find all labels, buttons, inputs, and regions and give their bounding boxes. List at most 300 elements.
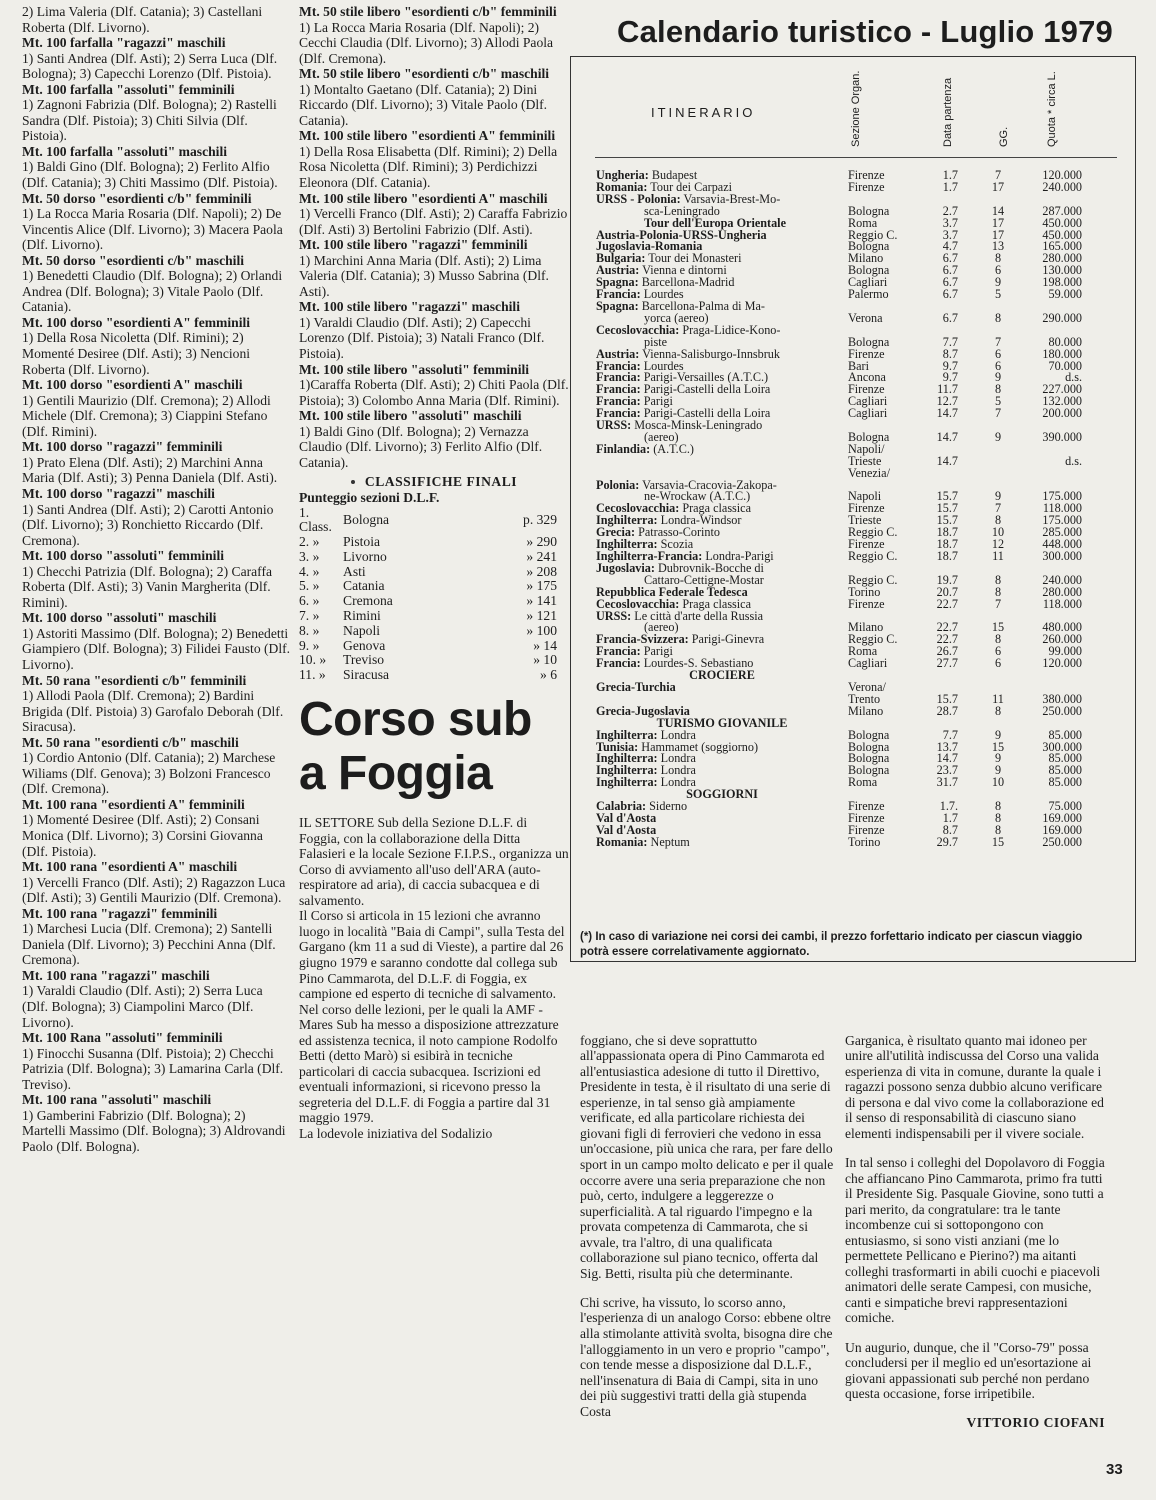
price: 175.000 <box>1042 513 1082 528</box>
event-heading: Mt. 100 dorso "assoluti" maschili <box>22 610 217 626</box>
country: Francia: <box>596 406 641 421</box>
country: URSS: <box>596 418 632 433</box>
event-results: 1) Santi Andrea (Dlf. Asti); 2) Carotti Antonio (Dlf. Livorno); 3) Ronchietto Riccardo (Dlf. Cremona). <box>22 501 274 548</box>
departure-date: 26.7 <box>936 644 958 659</box>
section: Bari <box>848 358 869 373</box>
section: Firenze <box>848 596 885 611</box>
event-heading: Mt. 100 dorso "esordienti A" maschili <box>22 377 243 393</box>
price: 240.000 <box>1042 572 1082 587</box>
section: Bologna <box>848 239 890 254</box>
departure-date: 1.7. <box>939 799 958 814</box>
rank-position: 5. » <box>299 578 320 594</box>
rank-city: Asti <box>343 563 366 579</box>
event-results: 1) Zagnoni Fabrizia (Dlf. Bologna); 2) Rastelli Sandra (Dlf. Pistoia); 3) Chiti Silvia (Dlf. Pistoia). <box>22 97 277 144</box>
rank-city: Genova <box>343 637 386 653</box>
country: Francia: <box>596 382 641 397</box>
country: Jugoslavia: <box>596 560 655 575</box>
country: Tour dell'Europa Orientale <box>644 215 786 230</box>
itinerary <box>596 191 848 206</box>
event-heading: Mt. 100 stile libero "assoluti" maschili <box>299 408 522 424</box>
route: Parigi-Castelli della Loira <box>640 406 771 421</box>
departure-date: 13.7 <box>936 739 958 754</box>
event-results: 1) Baldi Gino (Dlf. Bologna); 2) Ferlito Alfio (Dlf. Catania); 3) Chiti Massimo (Dlf. Pistoia). <box>22 159 278 191</box>
price: d.s. <box>1065 370 1082 385</box>
rank-city: Cremona <box>343 593 393 609</box>
rank-city: Siracusa <box>343 667 390 683</box>
days: 7 <box>994 168 1002 182</box>
event-results: 1) Marchini Anna Maria (Dlf. Asti); 2) Lima Valeria (Dlf. Catania); 3) Musso Sabrina (Dlf. Asti). <box>299 252 549 299</box>
event-results: 1) Vercelli Franco (Dlf. Asti); 2) Ragazzon Luca (Dlf. Asti); 3) Gentili Maurizio (Dlf. Cremona). <box>22 874 286 906</box>
country: Grecia-Jugoslavia <box>596 703 690 718</box>
section: Verona <box>848 310 883 325</box>
price: d.s. <box>1065 453 1082 468</box>
price: 285.000 <box>1042 525 1082 540</box>
header-gg: GG. <box>998 126 1010 147</box>
country: Francia: <box>596 287 641 302</box>
section: Napoli/ <box>848 441 885 456</box>
price: 120.000 <box>1042 168 1082 182</box>
section: Cagliari <box>848 656 888 671</box>
event-results: 1) Momenté Desiree (Dlf. Asti); 2) Consani Monica (Dlf. Livorno); 3) Corsini Giovanna (Dlf. Pistoia). <box>22 812 263 859</box>
section: Ancona <box>848 370 886 385</box>
country: Grecia-Turchia <box>596 679 676 694</box>
rank-row <box>299 624 557 639</box>
rank-city: Treviso <box>343 652 385 668</box>
header-sezione: Sezione Organ. <box>850 70 862 147</box>
section: Firenze <box>848 501 885 516</box>
event-heading: Mt. 100 farfalla "assoluti" femminili <box>22 81 235 97</box>
rank-position: 9. » <box>299 637 320 653</box>
rank-row <box>299 668 557 683</box>
header-divider <box>595 157 1117 158</box>
section: Napoli <box>848 489 882 504</box>
event-heading: Mt. 50 rana "esordienti c/b" maschili <box>22 734 239 750</box>
days: 8 <box>994 632 1002 647</box>
itinerary <box>596 679 848 694</box>
route: Praga-Lidice-Kono- <box>679 322 781 337</box>
header-itinerario: ITINERARIO <box>651 105 756 120</box>
rank-city: Catania <box>343 578 385 594</box>
event-results: 1) Santi Andrea (Dlf. Asti); 2) Serra Luca (Dlf. Bologna); 3) Capecchi Lorenzo (Dlf. Pistoia). <box>22 50 278 82</box>
days: 10 <box>991 775 1005 790</box>
days: 5 <box>994 287 1002 302</box>
section: Firenze <box>848 382 885 397</box>
route: piste <box>644 334 668 349</box>
days: 9 <box>994 751 1002 766</box>
rank-position: 11. » <box>299 667 326 683</box>
event-results: 1) La Rocca Maria Rosaria (Dlf. Napoli); 2) De Vincentis Alice (Dlf. Livorno); 3) Macera Paola (Dlf. Livorno). <box>22 206 283 253</box>
results-column-left <box>22 4 292 1154</box>
section: Bologna <box>848 763 890 778</box>
calendar-row <box>596 658 1096 670</box>
departure-date: 22.7 <box>936 596 958 611</box>
departure-date: 22.7 <box>936 620 958 635</box>
section: Reggio C. <box>848 632 898 647</box>
route: Praga classica <box>679 501 752 516</box>
price: 240.000 <box>1042 179 1082 194</box>
event-heading: Mt. 100 rana "ragazzi" femminili <box>22 905 218 921</box>
departure-date: 6.7 <box>942 287 958 302</box>
section: Bologna <box>848 263 890 278</box>
departure-date: 22.7 <box>936 632 958 647</box>
departure-date: 31.7 <box>936 775 958 790</box>
route: Dubrovnik-Bocche di <box>654 560 764 575</box>
departure-date: 8.7 <box>942 822 958 837</box>
route: Parigi <box>640 644 673 659</box>
departure-date: 15.7 <box>936 501 958 516</box>
country: Francia: <box>596 358 641 373</box>
section: Reggio C. <box>848 227 898 242</box>
event-heading: Mt. 50 dorso "esordienti c/b" maschili <box>22 252 245 268</box>
event-results: 1) La Rocca Maria Rosaria (Dlf. Napoli); 2) Cecchi Claudia (Dlf. Livorno); 3) Allodi Paola (Dlf. Cremona). <box>299 19 554 66</box>
rank-position: 8. » <box>299 622 320 638</box>
calendar-title: Calendario turistico - Luglio 1979 <box>616 14 1113 49</box>
route: Barcellona-Madrid <box>638 275 735 290</box>
departure-date: 14.7 <box>936 406 958 421</box>
event-heading: Mt. 50 rana "esordienti c/b" femminili <box>22 672 247 688</box>
article-paragraph: foggiano, che si deve soprattutto all'appassionata opera di Pino Cammarota ed all'entusiastica adesione di tutto il Direttivo, Presidente in testa, è il risultato di una serie di esperienze, in tal senso già ampiamente verificate, ed alla particolare richiesta dei giovani figli di ferrovieri che vedono in essa un'occasione, più unica che rara, per fare dello sport in un campo molto delicato e per il quale occorre avere una seria preparazione che non può, certo, indulgere a leggerezze o superficialità. A tal riguardo l'impegno e la provata competenza di Cammarota, che si avvale, tra l'altro, di una qualificata collaborazione sul piano tecnico, offerta dal Sig. Betti, risulta più che determinante. <box>580 1032 834 1281</box>
event-heading: Mt. 100 farfalla "assoluti" maschili <box>22 143 228 159</box>
route: Londra <box>657 727 696 742</box>
country: Romania: <box>596 179 648 194</box>
price: 120.000 <box>1042 656 1082 671</box>
section: Roma <box>848 775 878 790</box>
article-paragraph: Il Corso si articola in 15 lezioni che avranno luogo in località "Baia di Campi", sulla Testa del Gargano (km 11 a sud di Vieste), a partire dal 26 giugno 1979 e saranno condotte dal collega sub Pino Cammarota, del D.L.F. di Foggia, ex campione ed esperto di tecniche di salvamento. Nel corso delle lezioni, per le quali la AMF - Mares Sub ha messo a disposizione attrezzature ed assistenza tecnica, il noto campione Rodolfo Betti (detto Marò) si esibirà in tecniche particolari di caccia subacquea. Iscrizioni ed eventuali informazioni, si ricevono presso la segreteria del D.L.F. di Foggia a partire dal 31 maggio 1979. <box>299 908 565 1126</box>
itinerary <box>596 834 848 849</box>
calendar-row <box>596 453 1096 468</box>
section: Bologna <box>848 739 890 754</box>
article-column-2 <box>580 1019 835 1433</box>
days: 8 <box>994 799 1002 814</box>
rank-points: » 208 <box>526 563 557 579</box>
event-heading: Mt. 50 stile libero "esordienti c/b" femminili <box>299 4 557 19</box>
section: Bologna <box>848 429 890 444</box>
section: Bologna <box>848 334 890 349</box>
article-paragraph: La lodevole iniziativa del Sodalizio <box>299 1126 493 1141</box>
departure-date: 28.7 <box>936 703 958 718</box>
route: Varsavia-Cracovia-Zakopa- <box>639 477 777 492</box>
rank-city: Napoli <box>343 622 380 638</box>
rank-position: 7. » <box>299 608 320 624</box>
route: Parigi-Ginevra <box>688 632 765 647</box>
price: 227.000 <box>1042 382 1082 397</box>
country: URSS - Polonia: <box>596 191 681 206</box>
route: Parigi <box>640 394 673 409</box>
rank-city: Pistoia <box>343 534 381 550</box>
price: 85.000 <box>1048 763 1082 778</box>
country: Francia: <box>596 394 641 409</box>
departure-date: 7.7 <box>942 334 958 349</box>
event-heading: Mt. 100 rana "esordienti A" maschili <box>22 859 238 875</box>
departure-date: 18.7 <box>936 549 958 563</box>
event-results: 1) Varaldi Claudio (Dlf. Asti); 2) Serra Luca (Dlf. Bologna); 3) Ciampolini Marco (Dlf. Livorno). <box>22 983 263 1030</box>
section: Firenze <box>848 822 885 837</box>
departure-date: 9.7 <box>942 358 958 373</box>
itinerary <box>596 420 848 432</box>
days: 12 <box>991 537 1005 552</box>
section: Firenze <box>848 179 885 194</box>
route: Lourdes-S. Sebastiano <box>640 656 754 671</box>
price: 450.000 <box>1042 215 1082 230</box>
rank-points: » 10 <box>533 652 557 668</box>
event-heading: Mt. 100 stile libero "ragazzi" maschili <box>299 299 520 315</box>
departure-date: 1.7 <box>942 810 958 825</box>
departure-date: 1.7 <box>942 168 958 182</box>
country: Cecoslovacchia: <box>596 501 680 516</box>
departure-date: 2.7 <box>942 203 958 218</box>
price: 250.000 <box>1042 703 1082 718</box>
section: Cagliari <box>848 406 888 421</box>
rank-row <box>299 639 557 654</box>
days: 9 <box>994 763 1002 778</box>
rank-row <box>299 565 557 580</box>
country: Inghilterra: <box>596 775 658 790</box>
route: Londra <box>657 763 696 778</box>
event-heading: Mt. 100 stile libero "esordienti A" maschili <box>299 190 548 206</box>
days: 9 <box>994 429 1002 444</box>
event-heading: Mt. 100 dorso "assoluti" femminili <box>22 548 225 564</box>
rank-row <box>299 594 557 609</box>
route: (aereo) <box>644 620 679 635</box>
price: 59.000 <box>1048 287 1082 302</box>
section: Firenze <box>848 168 885 182</box>
route: Neptum <box>647 834 690 849</box>
rank-city: Livorno <box>343 548 387 564</box>
route: Tour dei Monasteri <box>645 251 742 266</box>
days: 6 <box>994 644 1002 659</box>
departure-date: 27.7 <box>936 656 958 671</box>
country: Polonia: <box>596 477 640 492</box>
event-results: 1)Caraffa Roberta (Dlf. Asti); 2) Chiti Paola (Dlf. Pistoia); 3) Colombo Anna Maria (Dlf. Rimini). <box>299 377 569 408</box>
country: Francia: <box>596 656 641 671</box>
rank-row <box>299 653 557 668</box>
section: Trieste <box>848 513 882 528</box>
rank-row <box>299 609 557 624</box>
price: 99.000 <box>1048 644 1082 659</box>
country: Jugoslavia-Romania <box>596 239 703 254</box>
country: Inghilterra-Francia: <box>596 549 703 563</box>
event-results: 1) Varaldi Claudio (Dlf. Asti); 2) Capecchi Lorenzo (Dlf. Pistoia); 3) Natali Franco (Dlf. Pistoia). <box>299 314 545 362</box>
route: Lourdes <box>640 358 684 373</box>
event-heading: Mt. 100 stile libero "ragazzi" femminili <box>299 237 528 253</box>
country: Austria: <box>596 346 640 361</box>
days: 11 <box>992 549 1004 563</box>
departure-date: 29.7 <box>936 834 958 849</box>
departure-date: 14.7 <box>936 751 958 766</box>
event-heading: Mt. 100 stile libero "esordienti A" femminili <box>299 128 556 144</box>
departure-date: 15.7 <box>936 513 958 528</box>
departure-date: 3.7 <box>942 215 958 230</box>
route: Tour dei Carpazi <box>647 179 733 194</box>
rank-points: » 6 <box>540 667 557 683</box>
route: yorca (aereo) <box>644 310 709 325</box>
route: Praga classica <box>679 596 752 611</box>
section: Roma <box>848 215 878 230</box>
price: 380.000 <box>1042 691 1082 706</box>
days: 6 <box>994 656 1002 671</box>
departure-date: 15.7 <box>936 489 958 504</box>
days: 11 <box>992 691 1004 706</box>
route: Vienna e dintorni <box>639 263 727 278</box>
route: (A.T.C.) <box>650 441 694 456</box>
classifiche-subtitle: Punteggio sezioni D.L.F. <box>299 489 440 505</box>
departure-date: 9.7 <box>942 370 958 385</box>
calendar-rows <box>596 170 1096 849</box>
price: 132.000 <box>1042 394 1082 409</box>
days: 7 <box>994 501 1002 516</box>
header-data: Data partenza <box>942 77 954 147</box>
price: 300.000 <box>1042 739 1082 754</box>
departure-date: 18.7 <box>936 525 958 540</box>
route: Varsavia-Brest-Mo- <box>680 191 781 206</box>
price: 290.000 <box>1042 310 1082 325</box>
rank-row <box>299 535 557 550</box>
route: Barcellona-Palma di Ma- <box>638 298 765 313</box>
country: Francia: <box>596 644 641 659</box>
days: 17 <box>991 227 1005 242</box>
calendar-note: (*) In caso di variazione nei corsi dei cambi, il prezzo forfettario indicato per ciascun viaggio potrà essere correlativamente aggiornato. <box>580 931 1083 958</box>
price: 118.000 <box>1042 501 1082 516</box>
price: 280.000 <box>1042 251 1082 266</box>
section: Torino <box>848 834 881 849</box>
page-number: 33 <box>1106 1461 1123 1478</box>
event-results: 1) Gamberini Fabrizio (Dlf. Bologna); 2) Martelli Massimo (Dlf. Bologna); 3) Aldrovandi Paolo (Dlf. Bologna). <box>22 1107 286 1154</box>
rank-points: » 141 <box>526 593 557 609</box>
departure-date: 8.7 <box>942 346 958 361</box>
days: 17 <box>991 179 1005 194</box>
departure-date: 20.7 <box>936 584 958 599</box>
rank-row <box>299 506 557 536</box>
route: Londra <box>657 751 696 766</box>
days: 9 <box>994 727 1002 742</box>
route: Mosca-Minsk-Leningrado <box>631 418 763 433</box>
event-heading: Mt. 50 stile libero "esordienti c/b" maschili <box>299 66 550 82</box>
days: 9 <box>994 370 1002 385</box>
country: Grecia: <box>596 525 636 540</box>
days: 6 <box>994 358 1002 373</box>
country: Tunisia: <box>596 739 639 754</box>
days: 8 <box>994 584 1002 599</box>
event-heading: Mt. 100 dorso "ragazzi" femminili <box>22 439 223 455</box>
section-heading: SOGGIORNI <box>686 787 758 802</box>
route: Londra <box>657 775 696 790</box>
country: Austria: <box>596 263 640 278</box>
rank-position: 10. » <box>299 652 327 668</box>
country: Val d'Aosta <box>596 822 657 837</box>
rank-row <box>299 550 557 565</box>
article-title-line-2: a Foggia <box>299 747 493 801</box>
event-results: 1) Prato Elena (Dlf. Asti); 2) Marchini Anna Maria (Dlf. Asti); 3) Penna Daniela (Dlf. Asti). <box>22 454 278 486</box>
results-column-middle <box>299 4 569 1142</box>
itinerary <box>596 608 848 623</box>
days: 8 <box>994 572 1002 587</box>
price: 85.000 <box>1048 727 1082 742</box>
days: 6 <box>994 346 1002 361</box>
section: Roma <box>848 644 878 659</box>
country: Cecoslovacchia: <box>596 596 680 611</box>
section: Trento <box>848 691 881 706</box>
section: Reggio C. <box>848 549 898 563</box>
section-heading: CROCIERE <box>689 668 755 683</box>
event-results: 1) Astoriti Massimo (Dlf. Bologna); 2) Benedetti Giampiero (Dlf. Bologna); 3) Filidei Fausto (Dlf. Livorno). <box>22 625 291 672</box>
route: Vienna-Salisburgo-Innsbruk <box>639 346 780 361</box>
section-heading: TURISMO GIOVANILE <box>656 715 788 730</box>
price: 300.000 <box>1042 549 1082 563</box>
country: Bulgaria: <box>596 251 646 266</box>
rank-points: » 290 <box>526 534 557 550</box>
section: Bologna <box>848 751 890 766</box>
days: 17 <box>991 215 1005 230</box>
days: 7 <box>994 406 1002 421</box>
section: Venezia/ <box>848 465 890 480</box>
section: Reggio C. <box>848 572 898 587</box>
route: Lourdes <box>640 287 684 302</box>
route: Le città d'arte della Russia <box>631 608 764 623</box>
departure-date: 6.7 <box>942 263 958 278</box>
price: 80.000 <box>1048 334 1082 349</box>
country: Inghilterra: <box>596 727 658 742</box>
days: 8 <box>994 822 1002 837</box>
departure-date: 11.7 <box>937 382 958 397</box>
country: Inghilterra: <box>596 763 658 778</box>
event-results: 1) Finocchi Susanna (Dlf. Pistoia); 2) Checchi Patrizia (Dlf. Bologna); 3) Lamarina Carla (Dlf. Treviso). <box>22 1045 284 1092</box>
section: Firenze <box>848 799 885 814</box>
event-heading: Mt. 100 rana "esordienti A" femminili <box>22 796 245 812</box>
rank-position: 1. Class. <box>299 504 332 535</box>
price: 450.000 <box>1042 227 1082 242</box>
route: Parigi-Versailles (A.T.C.) <box>640 370 769 385</box>
article-paragraph: Chi scrive, ha vissuto, lo scorso anno, l'esperienza di un analogo Corso: ebbene oltre alla stimolante attività svolta, bisogna dire che l'alloggiamento in un vero e proprio "campo", con tende messe a disposizione dal D.L.F., nell'insenatura di Baia di Campi, sita in uno dei più suggestivi tratti della già stupenda Costa <box>580 1294 833 1419</box>
classifiche-title: CLASSIFICHE FINALI <box>299 474 569 490</box>
rank-position: 2. » <box>299 534 320 550</box>
article-paragraph: In tal senso i colleghi del Dopolavoro di Foggia che affiancano Pino Cammarota, primo fra tutti il Presidente Sig. Pasquale Giovine, sono tutti a pari merito, da congratulare: tra le tante incombenze cui si sottopongono con entusiasmo, si sono visti anziani (me lo permettete Pellicano e Pierino?) ma aitanti colleghi trasformarti in abili cuochi e piacevoli animatori delle serate Campesi, con musiche, canti e simpatiche brevi rappresentazioni comiche. <box>845 1155 1105 1326</box>
event-results: 1) Allodi Paola (Dlf. Cremona); 2) Bardini Brigida (Dlf. Pistoia) 3) Garofalo Deborah (Dlf. Siracusa). <box>22 688 284 735</box>
price: 85.000 <box>1048 775 1082 790</box>
days: 14 <box>991 203 1005 218</box>
days: 7 <box>994 596 1002 611</box>
country: URSS: <box>596 608 632 623</box>
calendar-row <box>596 679 1096 694</box>
price: 165.000 <box>1042 239 1082 254</box>
rank-position: 4. » <box>299 563 320 579</box>
article-column-1 <box>299 815 569 1141</box>
article-title-line-1: Corso sub <box>299 693 532 747</box>
section: Reggio C. <box>848 525 898 540</box>
departure-date: 23.7 <box>936 763 958 778</box>
article-column-3 <box>845 1019 1105 1445</box>
country: Repubblica Federale Tedesca <box>596 584 748 599</box>
rank-position: 6. » <box>299 593 320 609</box>
departure-date: 1.7 <box>942 179 958 194</box>
rank-points: p. 329 <box>523 511 557 527</box>
days: 15 <box>991 739 1005 754</box>
results-entries <box>299 4 569 470</box>
route: sca-Leningrado <box>644 203 720 218</box>
rank-points: » 241 <box>526 548 557 564</box>
days: 13 <box>991 239 1005 254</box>
price: 280.000 <box>1042 584 1082 599</box>
price: 118.000 <box>1042 596 1082 611</box>
route: ne-Wrockaw (A.T.C.) <box>644 489 751 504</box>
route: Londra-Windsor <box>657 513 742 528</box>
country: Val d'Aosta <box>596 810 657 825</box>
days: 8 <box>994 703 1002 718</box>
rank-city: Bologna <box>343 511 390 527</box>
days: 10 <box>991 525 1005 540</box>
days: 8 <box>994 810 1002 825</box>
event-heading: Mt. 100 rana "ragazzi" maschili <box>22 967 210 983</box>
price: 130.000 <box>1042 263 1082 278</box>
